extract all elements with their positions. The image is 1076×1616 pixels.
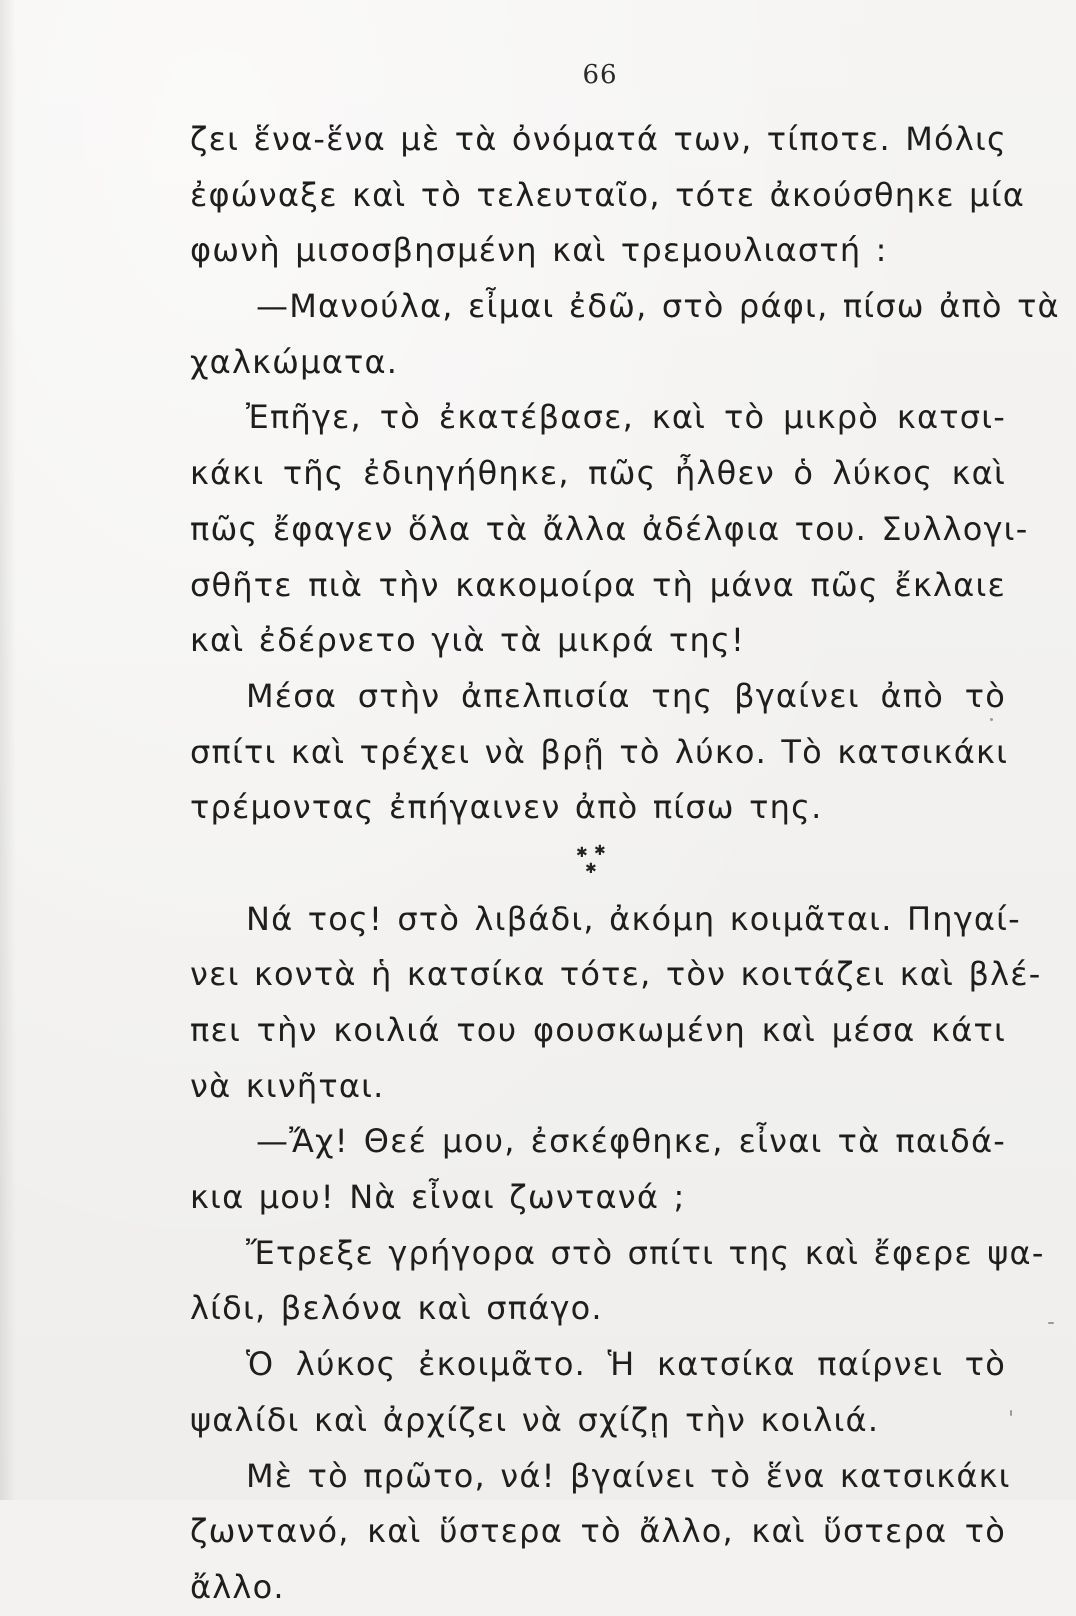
text-line: σπίτι καὶ τρέχει νὰ βρῇ τὸ λύκο. Τὸ κατσικάκι: [190, 732, 1009, 771]
text-line: χαλκώματα.: [190, 342, 399, 381]
text-line: καὶ ἐδέρνετο γιὰ τὰ μικρά της!: [190, 621, 745, 660]
text-line: κάκι τῆς ἐδιηγήθηκε, πῶς ἦλθεν ὁ λύκος καὶ: [190, 454, 1006, 493]
text-line: Ἐπῆγε, τὸ ἐκατέβασε, καὶ τὸ μικρὸ κατσι-: [246, 398, 1006, 437]
asterism-icon: ✱ ✱ ✱: [576, 842, 607, 877]
text-line: ψαλίδι καὶ ἀρχίζει νὰ σχίζῃ τὴν κοιλιά.: [190, 1400, 880, 1439]
text-line: Μέσα στὴν ἀπελπισία της βγαίνει ἀπὸ τὸ: [246, 676, 1006, 715]
text-line: Μὲ τὸ πρῶτο, νά! βγαίνει τὸ ἕνα κατσικάκι: [246, 1456, 1011, 1495]
text-line: Ἔτρεξε γρήγορα στὸ σπίτι της καὶ ἔφερε ψα-: [246, 1233, 1045, 1272]
text-line: λίδι, βελόνα καὶ σπάγο.: [190, 1289, 603, 1328]
text-line: —Μανούλα, εἶμαι ἐδῶ, στὸ ράφι, πίσω ἀπὸ τὰ: [256, 287, 1060, 326]
text-line: Ὁ λύκος ἐκοιμᾶτο. Ἡ κατσίκα παίρνει τὸ: [246, 1345, 1006, 1384]
text-line: πῶς ἔφαγεν ὅλα τὰ ἄλλα ἀδέλφια του. Συλλογι-: [190, 509, 1029, 548]
text-line: ἐφώναξε καὶ τὸ τελευταῖο, τότε ἀκούσθηκε μία: [190, 175, 1026, 214]
text-line: σθῆτε πιὰ τὴν κακομοίρα τὴ μάνα πῶς ἔκλαιε: [190, 565, 1006, 604]
text-line: κια μου! Νὰ εἶναι ζωντανά ;: [190, 1178, 686, 1217]
text-line: τρέμοντας ἐπήγαινεν ἀπὸ πίσω της.: [190, 788, 823, 827]
text-line: ἄλλο.: [190, 1567, 285, 1606]
page-edge-shadow: [0, 0, 16, 1500]
section-separator: [190, 836, 1010, 892]
text-line: πει τὴν κοιλιά του φουσκωμένη καὶ μέσα κάτι: [190, 1011, 1006, 1049]
text-line: ζωντανό, καὶ ὕστερα τὸ ἄλλο, καὶ ὕστερα τὸ: [190, 1512, 1006, 1551]
paper-speck: [1010, 1410, 1012, 1416]
paper-speck: [1048, 1322, 1054, 1324]
text-line: ζει ἕνα-ἕνα μὲ τὰ ὀνόματά των, τίποτε. Μόλις: [190, 120, 1007, 158]
text-line: —Ἄχ! Θεέ μου, ἐσκέφθηκε, εἶναι τὰ παιδά-: [256, 1122, 1006, 1161]
text-line: νὰ κινῆται.: [190, 1066, 385, 1105]
body-text: [190, 112, 1060, 1616]
text-line: φωνὴ μισοσβησμένη καὶ τρεμουλιαστή :: [190, 231, 888, 270]
paper-speck: [990, 718, 993, 721]
text-line: Νά τος! στὸ λιβάδι, ἀκόμη κοιμᾶται. Πηγαί-: [246, 899, 1021, 938]
page-number: 66: [582, 60, 618, 90]
text-line: νει κοντὰ ἡ κατσίκα τότε, τὸν κοιτάζει καὶ βλέ-: [190, 955, 1042, 994]
